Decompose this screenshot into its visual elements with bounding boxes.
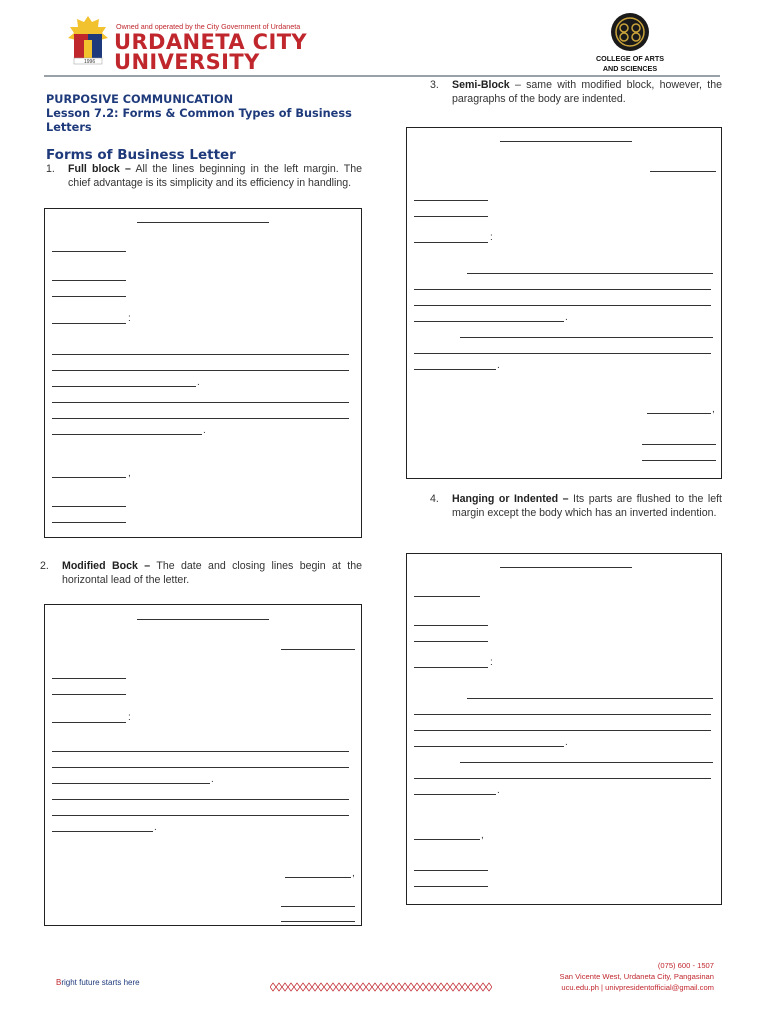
diamond-ornament [294, 983, 300, 991]
body-period: . [565, 312, 568, 323]
body-period: . [211, 774, 214, 785]
item-number: 3. [430, 79, 439, 91]
footer-diamond-pattern [270, 982, 492, 992]
footer-contact-block [560, 960, 715, 993]
inside-address-line [52, 296, 126, 297]
item-term: Modified Bock – [62, 560, 151, 572]
diamond-ornament [366, 983, 372, 991]
section-title: Forms of Business Letter [46, 147, 236, 163]
body-line [52, 434, 202, 435]
body-line [52, 815, 349, 816]
diamond-ornament [318, 983, 324, 991]
owned-by-note: Owned and operated by the City Government of Urdaneta [116, 22, 301, 31]
college-seal-logo [610, 12, 650, 52]
body-period: . [197, 377, 200, 388]
diamond-ornament [270, 983, 276, 991]
closing-line [647, 413, 711, 414]
body-line [414, 305, 711, 306]
diamond-ornament [282, 983, 288, 991]
date-line [414, 596, 480, 597]
item-full-block [46, 162, 362, 206]
diamond-ornament [324, 983, 330, 991]
diamond-ornament [306, 983, 312, 991]
diamond-ornament [300, 983, 306, 991]
item-modified-block [40, 559, 362, 589]
footer-contact: ucu.edu.ph | univpresidentofficial@gmail.com [561, 983, 714, 992]
body-line [414, 730, 711, 731]
diamond-ornament [342, 983, 348, 991]
body-line [414, 746, 564, 747]
body-indented-line [460, 337, 713, 338]
item-number: 1. [46, 163, 55, 175]
item-text [62, 559, 362, 587]
diamond-ornament [396, 983, 402, 991]
diamond-ornament [480, 983, 486, 991]
diamond-ornament [426, 983, 432, 991]
footer-address: San Vicente West, Urdaneta City, Pangasinan [559, 972, 714, 981]
body-line [414, 353, 711, 354]
body-indented-line [467, 698, 713, 699]
salutation-line [414, 667, 488, 668]
item-text [452, 492, 722, 520]
item-term: Semi-Block [452, 79, 510, 91]
item-text [68, 162, 362, 190]
body-line [414, 778, 711, 779]
body-line [52, 767, 349, 768]
closing-line [285, 877, 351, 878]
body-line [52, 418, 349, 419]
body-line [414, 369, 496, 370]
hanging-indented-letter-diagram [406, 553, 722, 905]
signature-line [642, 460, 716, 461]
salutation-colon: : [128, 712, 131, 723]
body-indented-line [467, 273, 713, 274]
diamond-ornament [468, 983, 474, 991]
body-line [52, 751, 349, 752]
diamond-ornament [432, 983, 438, 991]
diamond-ornament [408, 983, 414, 991]
date-line [52, 251, 126, 252]
diamond-ornament [414, 983, 420, 991]
diamond-ornament [462, 983, 468, 991]
closing-comma: , [352, 868, 355, 879]
letterhead-line [137, 222, 269, 223]
item-hanging-indented [430, 492, 722, 536]
body-period: . [497, 785, 500, 796]
item-term: Hanging or Indented – [452, 493, 569, 505]
date-line [281, 649, 355, 650]
inside-address-line [414, 216, 488, 217]
salutation-colon: : [490, 232, 493, 243]
diamond-ornament [384, 983, 390, 991]
body-line [414, 321, 564, 322]
diamond-ornament [402, 983, 408, 991]
closing-line [414, 839, 480, 840]
body-line [52, 783, 210, 784]
item-description: All the lines beginning in the left margin. The chief advantage is its simplicity and its efficiency in handling. [68, 163, 362, 189]
modified-block-letter-diagram [44, 604, 362, 926]
item-number: 2. [40, 560, 49, 572]
diamond-ornament [390, 983, 396, 991]
inside-address-line [52, 694, 126, 695]
diamond-ornament [354, 983, 360, 991]
letterhead-line [137, 619, 269, 620]
full-block-letter-diagram [44, 208, 362, 538]
signature-line [281, 921, 355, 922]
diamond-ornament [360, 983, 366, 991]
salutation-line [52, 323, 126, 324]
body-line [52, 354, 349, 355]
college-name-line2: AND SCIENCES [602, 64, 658, 73]
diamond-ornament [420, 983, 426, 991]
founding-year: 1996 [84, 59, 96, 65]
inside-address-line [414, 641, 488, 642]
signature-line [414, 870, 488, 871]
closing-comma: , [128, 468, 131, 479]
salutation-line [414, 242, 488, 243]
inside-address-line [414, 625, 488, 626]
item-term: Full block – [68, 163, 131, 175]
body-period: . [565, 737, 568, 748]
inside-address-line [414, 200, 488, 201]
signature-line [281, 906, 355, 907]
signature-line [52, 522, 126, 523]
diamond-ornament [312, 983, 318, 991]
date-line [650, 171, 716, 172]
salutation-colon: : [490, 657, 493, 668]
body-line [52, 370, 349, 371]
signature-line [414, 886, 488, 887]
closing-comma: , [712, 404, 715, 415]
salutation-colon: : [128, 313, 131, 324]
letterhead-line [500, 141, 632, 142]
diamond-ornament [372, 983, 378, 991]
diamond-ornament [288, 983, 294, 991]
footer-phone: (075) 600 - 1507 [657, 961, 714, 970]
footer-tagline [56, 978, 140, 987]
college-name [585, 54, 675, 74]
body-line [414, 794, 496, 795]
diamond-ornament [276, 983, 282, 991]
body-line [52, 386, 196, 387]
signature-line [642, 444, 716, 445]
body-line [52, 799, 349, 800]
inside-address-line [52, 280, 126, 281]
diamond-ornament [486, 983, 492, 991]
body-indented-line [460, 762, 713, 763]
letterhead-line [500, 567, 632, 568]
salutation-line [52, 722, 126, 723]
inside-address-line [52, 678, 126, 679]
diamond-ornament [336, 983, 342, 991]
item-number: 4. [430, 493, 439, 505]
signature-line [52, 506, 126, 507]
closing-line [52, 477, 126, 478]
university-name-line2: UNIVERSITY [114, 50, 260, 74]
tagline-initial: B [56, 978, 62, 987]
course-title: PURPOSIVE COMMUNICATION [46, 93, 234, 106]
body-period: . [203, 425, 206, 436]
body-line [414, 289, 711, 290]
semi-block-letter-diagram [406, 127, 722, 479]
university-name-line1: URDANETA CITY [114, 30, 308, 54]
body-line [52, 831, 153, 832]
diamond-ornament [456, 983, 462, 991]
diamond-ornament [450, 983, 456, 991]
item-text [452, 78, 722, 106]
header-divider [44, 75, 720, 77]
closing-comma: , [481, 830, 484, 841]
lesson-title: Lesson 7.2: Forms & Common Types of Business Letters [46, 107, 352, 134]
college-name-line1: COLLEGE OF ARTS [595, 54, 664, 63]
item-semi-block [430, 78, 722, 122]
item-description: Its parts are flushed to the left margin except the body which has an inverted indention. [452, 493, 722, 519]
diamond-ornament [378, 983, 384, 991]
item-description: – same with modified block, however, the paragraphs of the body are indented. [452, 79, 722, 105]
diamond-ornament [474, 983, 480, 991]
diamond-ornament [444, 983, 450, 991]
diamond-ornament [438, 983, 444, 991]
tagline-rest: right future starts here [61, 978, 140, 987]
body-period: . [154, 822, 157, 833]
body-line [414, 714, 711, 715]
item-description: The date and closing lines begin at the horizontal lead of the letter. [62, 560, 362, 586]
diamond-ornament [330, 983, 336, 991]
diamond-ornament [348, 983, 354, 991]
body-period: . [497, 360, 500, 371]
body-line [52, 402, 349, 403]
